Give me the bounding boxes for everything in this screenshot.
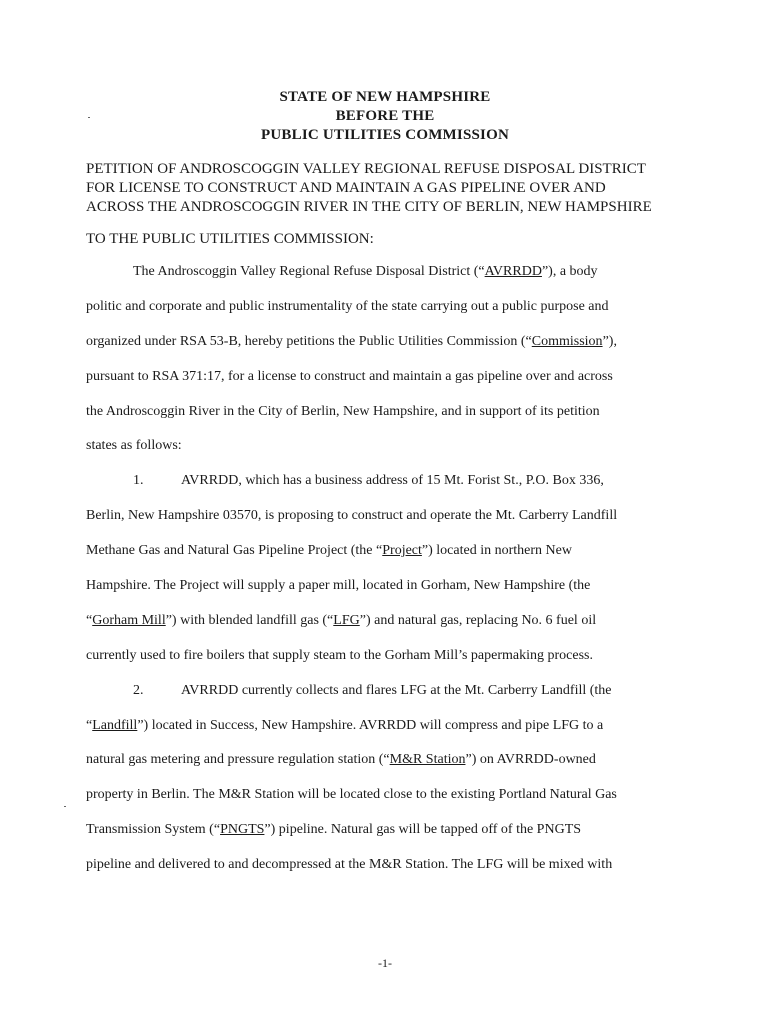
text-run: ”) and natural gas, replacing No. 6 fuel oil xyxy=(359,612,597,628)
header-before: BEFORE THE xyxy=(335,108,435,124)
text-run: ”) on AVRRDD-owned xyxy=(465,752,596,768)
defined-term: Commission xyxy=(531,333,603,349)
header-commission: PUBLIC UTILITIES COMMISSION xyxy=(261,127,509,143)
para2-line xyxy=(86,681,686,716)
intro-line: politic and corporate and public instrumentality of the state carrying out a public purpose and xyxy=(86,298,609,314)
header-state: STATE OF NEW HAMPSHIRE xyxy=(279,89,491,105)
intro-line xyxy=(86,262,686,297)
text-run: ”), xyxy=(602,333,617,349)
para2-line xyxy=(86,716,686,751)
text-run: “ xyxy=(86,612,93,628)
para2-line xyxy=(86,820,686,855)
defined-term: M&R Station xyxy=(389,752,466,768)
text-run: ”), a body xyxy=(541,264,598,279)
para1-line: currently used to fire boilers that supply steam to the Gorham Mill’s papermaking process. xyxy=(86,647,593,663)
text-run: ”) located in northern New xyxy=(421,543,572,559)
text-run: The Androscoggin Valley Regional Refuse Disposal District (“ xyxy=(133,264,485,279)
intro-line: pursuant to RSA 371:17, for a license to construct and maintain a gas pipeline over and across xyxy=(86,368,613,384)
text-run: Methane Gas and Natural Gas Pipeline Project (the “ xyxy=(86,543,383,559)
intro-line: the Androscoggin River in the City of Berlin, New Hampshire, and in support of its petition xyxy=(86,403,600,419)
petition-caption xyxy=(86,160,686,217)
text-run: “ xyxy=(86,717,93,733)
scan-speck xyxy=(64,806,66,807)
para2-line: pipeline and delivered to and decompressed at the M&R Station. The LFG will be mixed with xyxy=(86,857,613,873)
text-run: ”) with blended landfill gas (“ xyxy=(165,612,334,628)
text-run: AVRRDD currently collects and flares LFG at the Mt. Carberry Landfill (the xyxy=(181,682,612,698)
document-header xyxy=(0,88,770,145)
para1-line xyxy=(86,611,686,646)
para2-line xyxy=(86,750,686,785)
caption-line: PETITION OF ANDROSCOGGIN VALLEY REGIONAL REFUSE DISPOSAL DISTRICT xyxy=(86,161,646,177)
para1-line: Hampshire. The Project will supply a paper mill, located in Gorham, New Hampshire (the xyxy=(86,578,591,594)
para1-line: Berlin, New Hampshire 03570, is proposing to construct and operate the Mt. Carberry Landfill xyxy=(86,508,618,524)
defined-term: PNGTS xyxy=(220,822,265,838)
defined-term: Project xyxy=(382,543,422,559)
caption-line: FOR LICENSE TO CONSTRUCT AND MAINTAIN A GAS PIPELINE OVER AND xyxy=(86,180,606,196)
text-run: AVRRDD, which has a business address of 15 Mt. Forist St., P.O. Box 336, xyxy=(181,473,604,489)
defined-term: Landfill xyxy=(92,717,138,733)
page-number: -1- xyxy=(378,956,392,970)
para1-line xyxy=(86,471,686,506)
paragraph-number: 1. xyxy=(133,473,144,489)
salutation: TO THE PUBLIC UTILITIES COMMISSION: xyxy=(86,231,374,247)
text-run: organized under RSA 53-B, hereby petitions the Public Utilities Commission (“ xyxy=(86,333,532,349)
text-run: natural gas metering and pressure regulation station (“ xyxy=(86,752,390,768)
para2-line: property in Berlin. The M&R Station will be located close to the existing Portland Natural Gas xyxy=(86,787,617,803)
intro-line: states as follows: xyxy=(86,438,182,454)
text-run: Transmission System (“ xyxy=(86,822,221,838)
paragraph-number: 2. xyxy=(133,682,144,698)
text-run: ”) pipeline. Natural gas will be tapped off of the PNGTS xyxy=(264,822,582,838)
para1-line xyxy=(86,541,686,576)
defined-term: LFG xyxy=(333,612,360,628)
caption-line: ACROSS THE ANDROSCOGGIN RIVER IN THE CITY OF BERLIN, NEW HAMPSHIRE xyxy=(86,199,652,215)
defined-term: Gorham Mill xyxy=(92,612,166,628)
petition-body xyxy=(86,262,686,890)
text-run: ”) located in Success, New Hampshire. AVRRDD will compress and pipe LFG to a xyxy=(137,717,604,733)
intro-line xyxy=(86,332,686,367)
defined-term: AVRRDD xyxy=(484,264,542,279)
